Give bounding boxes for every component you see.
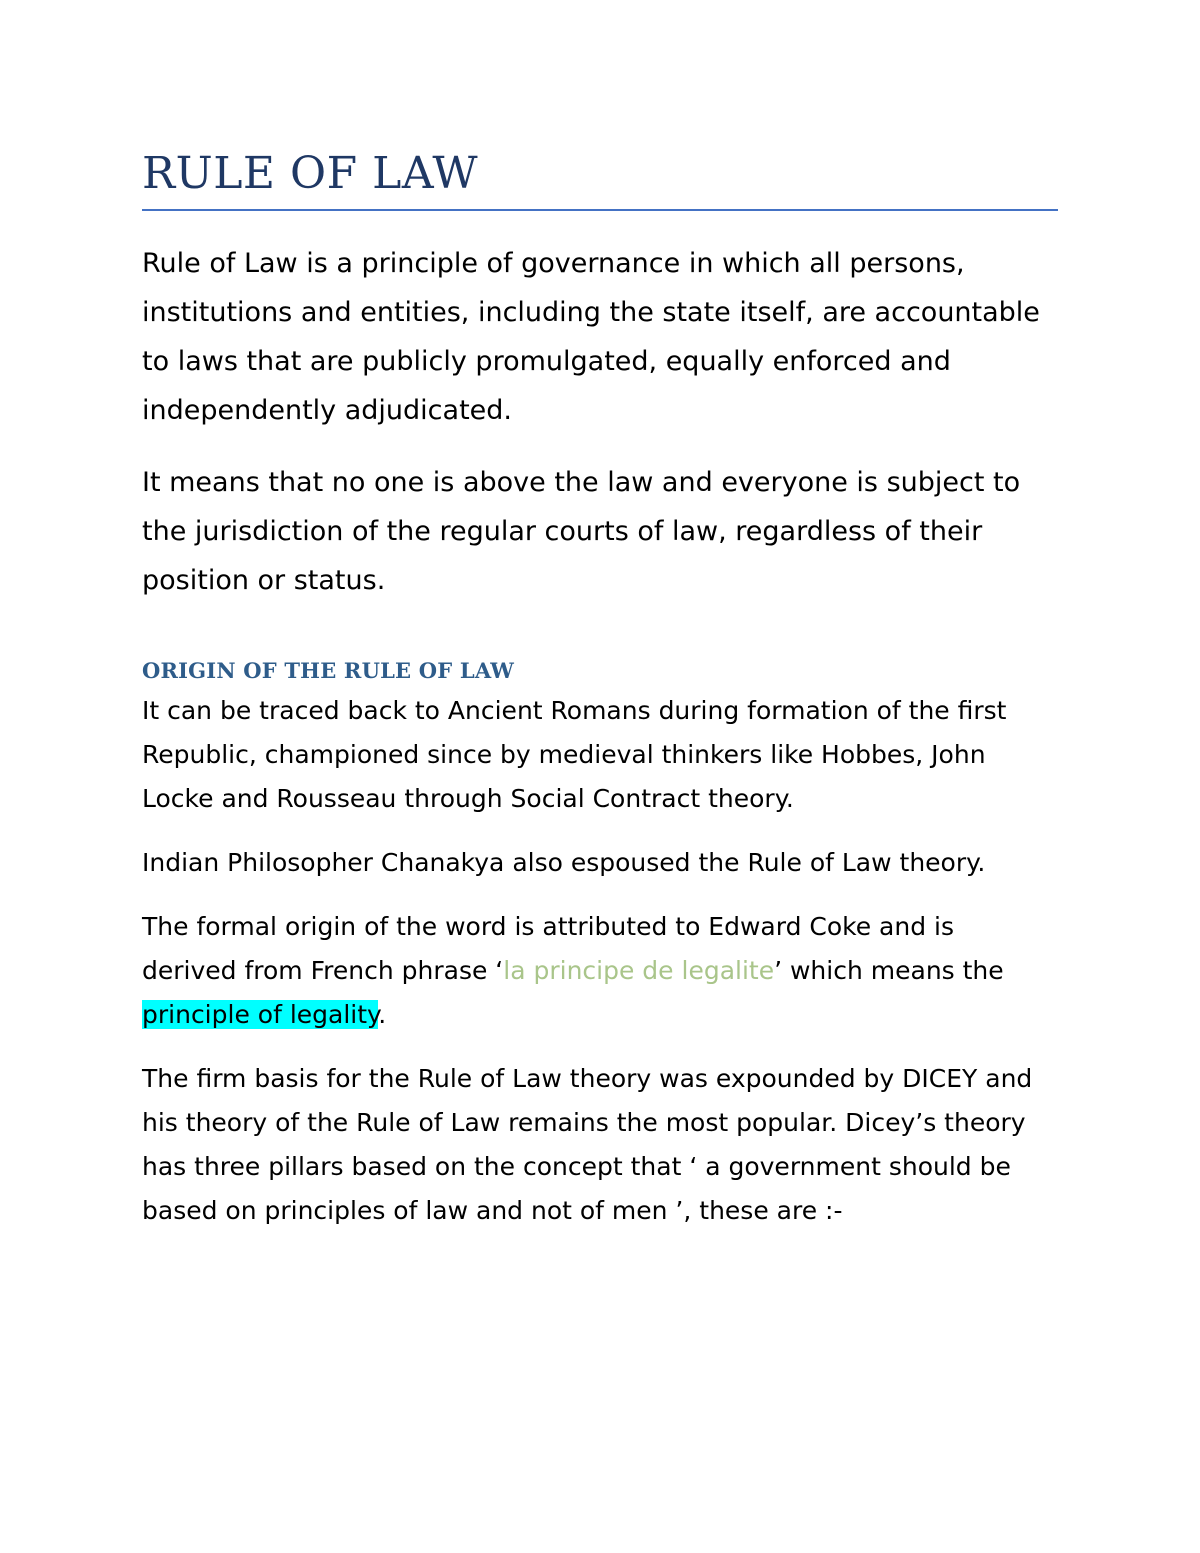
title-underline-rule [142,209,1058,211]
intro-paragraph: Rule of Law is a principle of governance in which all persons, institutions and entities, including the state itself, are accountable to laws that are publicly promulgated, equally enforced and independently adjudicated. [142,248,1040,426]
formal-origin-paragraph [142,905,1052,1037]
document-title: RULE OF LAW [142,148,479,199]
origin-traced-paragraph: It can be traced back to Ancient Romans during formation of the first Republic, championed since by medieval thinkers like Hobbes, John Locke and Rousseau through Social Contract theory. [142,696,1007,813]
highlighted-principle-of-legality: principle of legality [142,1000,379,1029]
french-phrase-quote: la principe de legalite [503,956,775,985]
meaning-paragraph: It means that no one is above the law and everyone is subject to the jurisdiction of the regular courts of law, regardless of their position or status. [142,467,1021,596]
chanakya-paragraph: Indian Philosopher Chanakya also espoused the Rule of Law theory. [142,848,986,877]
formal-origin-period: . [378,1000,387,1029]
formal-origin-text-continued: ’ which means the [774,956,1004,985]
origin-section-heading: ORIGIN OF THE RULE OF LAW [142,658,515,683]
formal-origin-text: The formal origin of the word is attributed to Edward Coke and is derived from French phrase ‘ [142,912,955,985]
dicey-paragraph: The firm basis for the Rule of Law theory was expounded by DICEY and his theory of the Rule of Law remains the most popular. Dicey’s theory has three pillars based on the concept that ‘ a government should be based on principles of law and not of men ’, these are :- [142,1064,1033,1225]
